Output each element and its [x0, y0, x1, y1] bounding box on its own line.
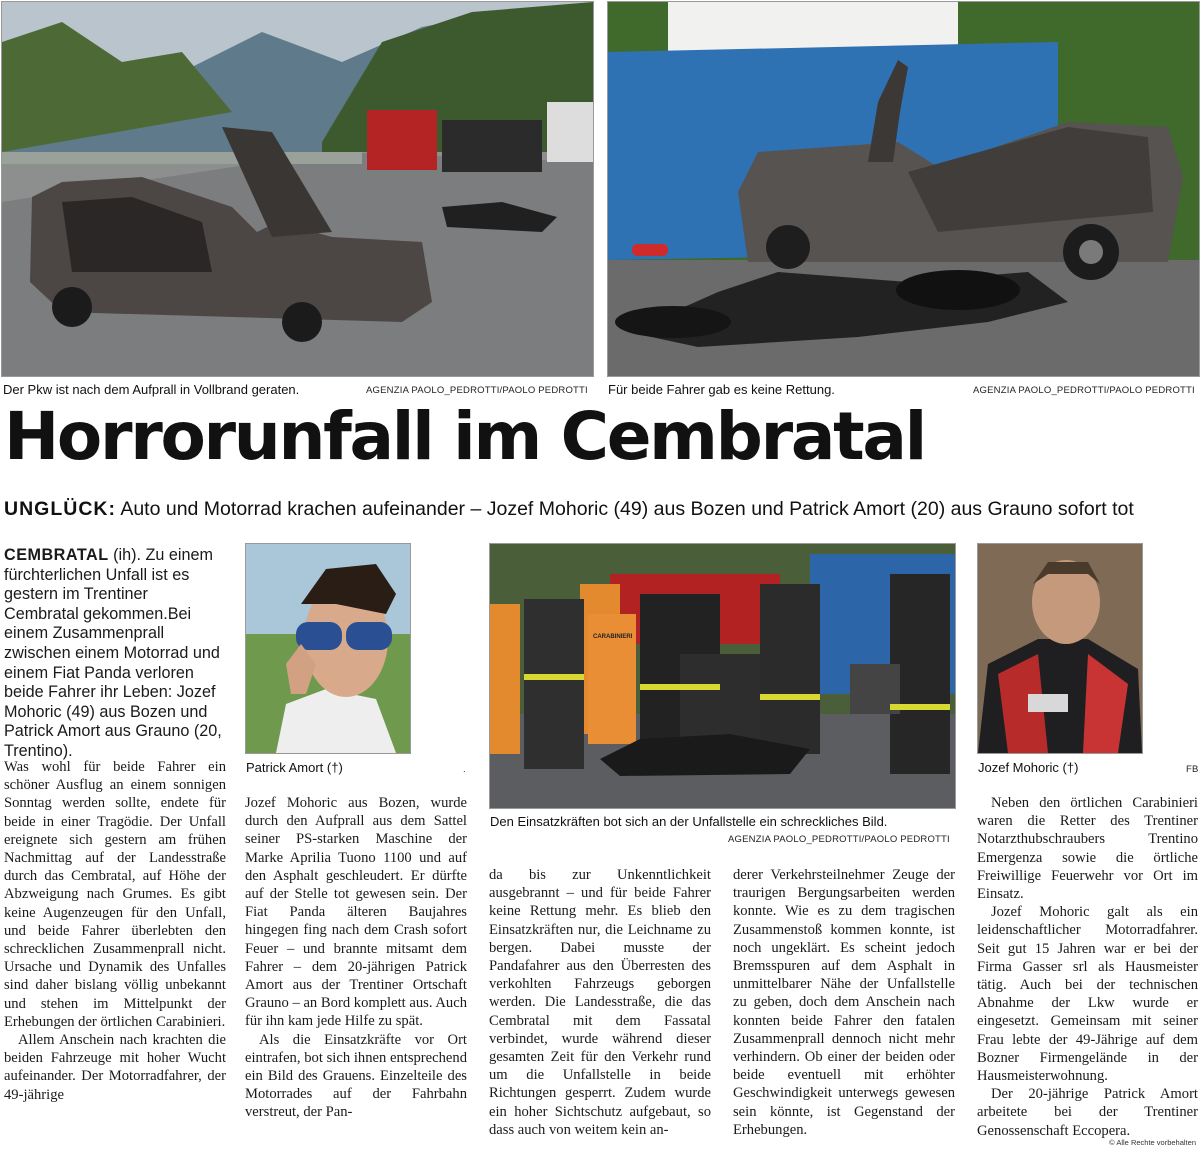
subheadline-kicker: UNGLÜCK:: [4, 498, 116, 520]
photo-caption: Jozef Mohoric (†): [978, 760, 1079, 775]
article-column-3: [489, 866, 711, 1139]
article-column-4: [733, 866, 955, 1139]
vest-label: CARABINIERI: [593, 634, 633, 640]
photo-credit: .: [463, 764, 466, 775]
photo-portrait-amort: [245, 543, 411, 754]
photo-credit: AGENZIA PAOLO_PEDROTTI/PAOLO PEDROTTI: [973, 385, 1195, 396]
photo-caption: Patrick Amort (†): [246, 760, 343, 775]
body-paragraph: Der 20-jährige Patrick Amort arbeitete bei der Trentiner Genossenschaft Eccopera.: [977, 1086, 1198, 1139]
article-column-1: [4, 758, 226, 1104]
body-paragraph: Jozef Mohoric aus Bozen, wurde durch den Aufprall aus dem Sattel seiner PS-starken Maschine der Marke Aprilia Tuono 1100 und auf den Asphalt geschleudert. Er dürfte auf der Stelle tot gewesen sein. Der Fiat Panda älteren Baujahres hingegen fing nach dem Crash sofort Feuer – und brannte mitsamt dem Fahrer – dem 20-jährigen Patrick Amort aus der Trentiner Ortschaft Grauno – an Bord komplett aus. Auch für ihn kam jede Hilfe zu spät.: [245, 795, 467, 1030]
lead-text: (ih). Zu einem fürchterlichen Unfall ist es gestern im Trentiner Cembratal gekommen.Bei einem Zusammenprall zwischen einem Motorrad und einem Fiat Panda verloren beide Fahrer ihr Leben: Jozef Mohoric (49) aus Bozen und Patrick Amort aus Grauno (20, Trentino).: [4, 546, 222, 760]
body-paragraph: Jozef Mohoric galt als ein leidenschaftlicher Motorradfahrer. Seit gut 15 Jahren war er bei der Firma Gasser srl als Hausmeister tätig. Auch bei der technischen Abnahme der Lkw wurde er eingesetzt. Gemeinsam mit seiner Frau lebte der 49-Jährige auf dem Bozner Firmengelände in der Hausmeisterwohnung.: [977, 904, 1198, 1085]
subheadline: [4, 498, 1134, 521]
photo-credit: AGENZIA PAOLO_PEDROTTI/PAOLO PEDROTTI: [366, 385, 588, 396]
photo-credit: FB: [1186, 764, 1199, 775]
body-paragraph: Neben den örtlichen Carabinieri waren die Retter des Trentiner Notarzthubschraubers Trentino Emergenza sowie die örtliche Freiwillige Feuerwehr vor Ort im Einsatz.: [977, 795, 1198, 903]
body-paragraph: Allem Anschein nach krachten die beiden Fahrzeuge mit hoher Wucht aufeinander. Der Motorradfahrer, der 49-jährige: [4, 1032, 226, 1103]
photo-burned-car: [1, 1, 594, 377]
dateline: CEMBRATAL: [4, 546, 109, 564]
photo-caption: Für beide Fahrer gab es keine Rettung.: [608, 382, 835, 397]
body-paragraph: derer Verkehrsteilnehmer Zeuge der traurigen Bergungsarbeiten werden konnte. Wie es zu dem tragischen Zusammenstoß kommen konnte, ist noch ungeklärt. Es scheint jedoch Bremsspuren auf dem Asphalt in unmittelbarer Nähe der Unfallstelle zu geben, doch dem Anschein nach konnten beide Fahrer den fatalen Zusammenprall dennoch nicht mehr verhindern. Ob einer der beiden oder beide eventuell mit erhöhter Geschwindigkeit unterwegs gewesen sein könnte, ist Gegenstand der Erhebungen.: [733, 867, 955, 1138]
photo-caption: Den Einsatzkräften bot sich an der Unfallstelle ein schreckliches Bild.: [490, 814, 888, 829]
subheadline-text: Auto und Motorrad krachen aufeinander – Jozef Mohoric (49) aus Bozen und Patrick Amort (20) aus Grauno sofort tot: [115, 498, 1134, 520]
photo-caption: Der Pkw ist nach dem Aufprall in Vollbrand geraten.: [3, 382, 300, 397]
article-column-5: [977, 794, 1198, 1140]
lead-paragraph: [4, 546, 226, 762]
photo-portrait-mohoric: [977, 543, 1143, 754]
photo-wreckage: [607, 1, 1200, 377]
body-paragraph: Was wohl für beide Fahrer ein schöner Ausflug an einem sonnigen Sonntag werden sollte, endete für beide in einer Tragödie. Der Unfall ereignete sich gestern am frühen Nachmittag auf der Landesstraße durch das Cembratal, auf Höhe der Abzweigung nach Grumes. Es gibt keine Augenzeugen für den Unfall, und beide Fahrer überlebten den schrecklichen Zusammenprall nicht. Ursache und Dynamik des Unfalles sind daher bislang völlig unbekannt und stehen im Mittelpunkt der Erhebungen der örtlichen Carabinieri.: [4, 759, 226, 1030]
body-paragraph: da bis zur Unkenntlichkeit ausgebrannt – und für beide Fahrer keine Rettung mehr. Es blieb den Einsatzkräften nur, die Leichname zu bergen. Dabei musste der Pandafahrer aus den Überresten des verkohlten Fahrzeugs geborgen werden. Die Landesstraße, die das Cembratal mit dem Fassatal verbindet, wurde während dieser gesamten Zeit für den Verkehr rund um die Unfallstelle in beide Richtungen gesperrt. Zudem wurde ein hoher Sichtschutz aufgebaut, so dass auch von weitem kein an-: [489, 867, 711, 1138]
body-paragraph: Als die Einsatzkräfte vor Ort eintrafen, bot sich ihnen entsprechend ein Bild des Grauens. Einzelteile des Motorrades auf der Fahrbahn verstreut, der Pan-: [245, 1031, 467, 1121]
article-column-2: [245, 794, 467, 1122]
copyright-notice: © Alle Rechte vorbehalten: [1109, 1138, 1196, 1147]
photo-credit: AGENZIA PAOLO_PEDROTTI/PAOLO PEDROTTI: [728, 834, 950, 845]
headline: Horrorunfall im Cembratal: [4, 398, 925, 475]
photo-rescue-scene: [489, 543, 956, 809]
